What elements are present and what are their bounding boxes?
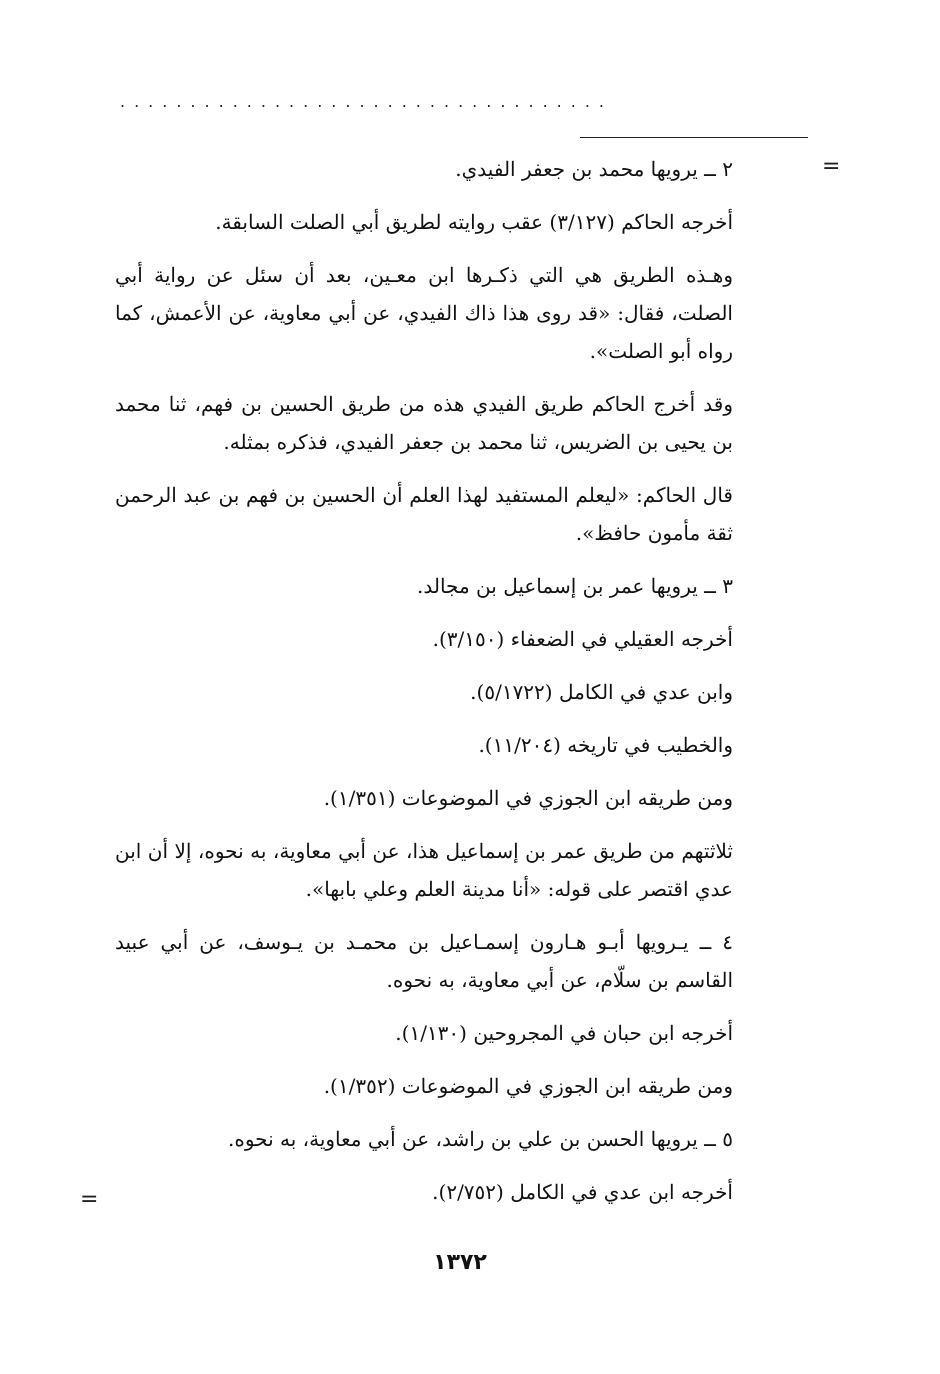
paragraph-khatib: والخطيب في تاريخه (١١/٢٠٤).: [478, 733, 733, 757]
paragraph-ibn-hibban: أخرجه ابن حبان في المجروحين (١/١٣٠).: [395, 1021, 733, 1045]
footnote-text: [115, 150, 733, 1226]
paragraph-narration-5: ٥ ــ يرويها الحسن بن علي بن راشد، عن أبي معاوية، به نحوه.: [228, 1127, 733, 1151]
paragraph-ibn-maeen: وهـذه الطريق هي التي ذكـرها ابن معـين، بعد أن سئل عن رواية أبي الصلت، فقال: «قد روى هذا ذاك الفيدي، عن أبي معاوية، عن الأعمش، كما رواه أبو الصلت».: [115, 263, 733, 363]
page-number: ١٣٧٢: [433, 1250, 487, 1275]
paragraph-ibn-adi-kamil: أخرجه ابن عدي في الكامل (٢/٧٥٢).: [432, 1180, 733, 1204]
continuation-mark-bottom: =: [80, 1187, 99, 1212]
dotted-separator: ...................................: [120, 92, 614, 111]
continuation-mark-top: =: [822, 154, 841, 179]
footnote-rule: [580, 137, 808, 138]
paragraph-hakim-route: وقد أخرج الحاكم طريق الفيدي هذه من طريق الحسين بن فهم، ثنا محمد بن يحيى بن الضريس، ثنا محمد بن جعفر الفيدي، فذكره بمثله.: [115, 392, 733, 454]
paragraph-narration-2: ٢ ــ يرويها محمد بن جعفر الفيدي.: [455, 157, 733, 181]
paragraph-hakim-quote: قال الحاكم: «ليعلم المستفيد لهذا العلم أن الحسين بن فهم بن عبد الرحمن ثقة مأمون حافظ».: [115, 483, 733, 545]
paragraph-uqayli: أخرجه العقيلي في الضعفاء (٣/١٥٠).: [432, 627, 733, 651]
paragraph-three-routes: ثلاثتهم من طريق عمر بن إسماعيل هذا، عن أبي معاوية، به نحوه، إلا أن ابن عدي اقتصر على قوله: «أنا مدينة العلم وعلي بابها».: [115, 839, 733, 901]
paragraph-ibn-adi: وابن عدي في الكامل (٥/١٧٢٢).: [470, 680, 733, 704]
paragraph-ibn-jawzi-2: ومن طريقه ابن الجوزي في الموضوعات (١/٣٥٢).: [323, 1074, 733, 1098]
paragraph-ibn-jawzi-1: ومن طريقه ابن الجوزي في الموضوعات (١/٣٥١).: [323, 786, 733, 810]
paragraph-narration-3: ٣ ــ يرويها عمر بن إسماعيل بن مجالد.: [417, 574, 733, 598]
paragraph-hakim-source: أخرجه الحاكم (٣/١٢٧) عقب روايته لطريق أبي الصلت السابقة.: [215, 210, 733, 234]
paragraph-narration-4: ٤ ــ يـرويها أبـو هـارون إسمـاعيل بن محمـد بن يـوسف، عن أبي عبيد القاسم بن سلّام، عن أبي معاوية، به نحوه.: [115, 930, 733, 992]
